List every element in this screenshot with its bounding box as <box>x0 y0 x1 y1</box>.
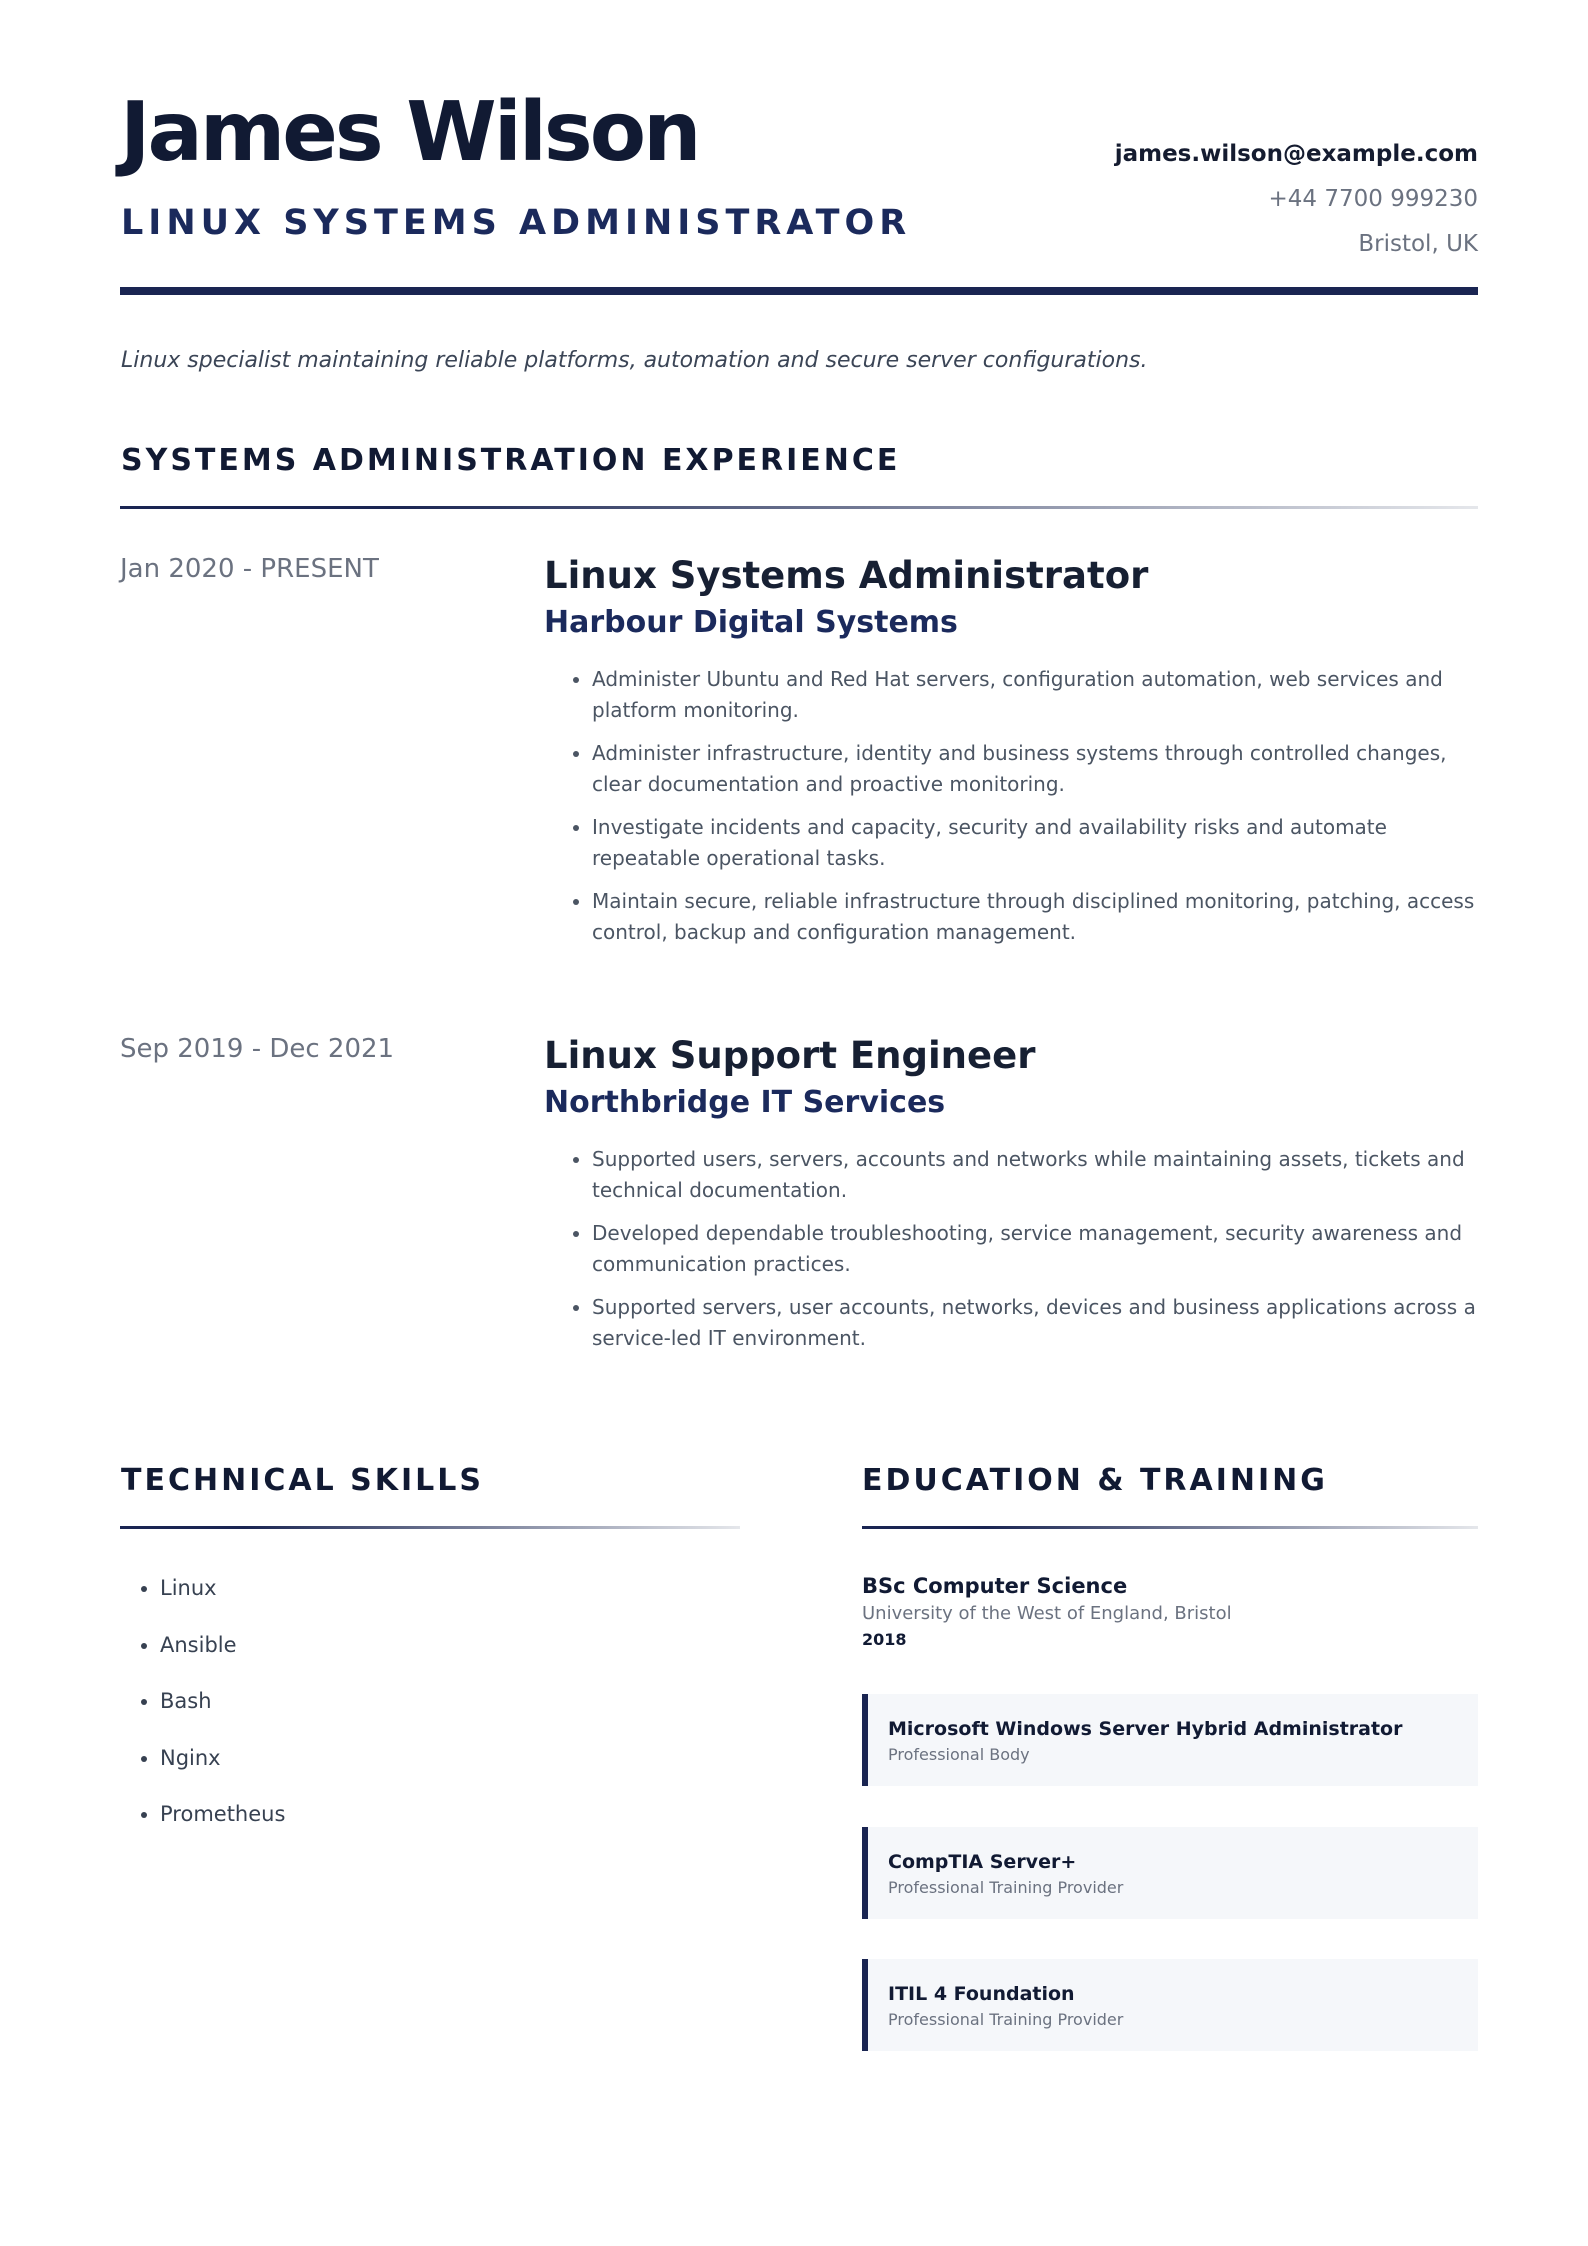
job-bullet: • Developed dependable troubleshooting, service management, security awareness and communication practices. <box>592 1218 1478 1280</box>
skill-item: • Prometheus <box>160 1786 780 1843</box>
job-body <box>544 554 1478 960</box>
job-company: Northbridge IT Services <box>544 1085 946 1121</box>
contact-location: Bristol, UK <box>1358 231 1478 257</box>
skills-list <box>120 1560 780 1843</box>
skills-heading: TECHNICAL SKILLS <box>121 1463 484 1498</box>
job-bullet: • Administer infrastructure, identity and business systems through controlled changes, clear documentation and proactive monitoring. <box>592 738 1478 800</box>
job-bullet: • Maintain secure, reliable infrastructure through disciplined monitoring, patching, access control, backup and configuration management. <box>592 886 1478 948</box>
certification-card <box>862 1959 1478 2051</box>
skill-item: • Bash <box>160 1673 780 1730</box>
job-company: Harbour Digital Systems <box>544 605 958 641</box>
job-title: Linux Systems Administrator <box>544 554 1149 597</box>
certification-provider: Professional Training Provider <box>888 1878 1124 1897</box>
skills-divider <box>120 1526 740 1529</box>
certification-provider: Professional Training Provider <box>888 2010 1124 2029</box>
degree-entry <box>862 1572 1478 1652</box>
job-bullet: • Supported servers, user accounts, networks, devices and business applications across a service-led IT environment. <box>592 1292 1478 1354</box>
profile-summary: Linux specialist maintaining reliable platforms, automation and secure server configurations. <box>121 348 1148 373</box>
job-date: Sep 2019 - Dec 2021 <box>120 1034 395 1064</box>
job-bullet: • Administer Ubuntu and Red Hat servers, configuration automation, web services and platform monitoring. <box>592 664 1478 726</box>
education-heading: EDUCATION & TRAINING <box>862 1463 1328 1498</box>
job-body <box>544 1034 1478 1366</box>
contact-email[interactable]: james.wilson@example.com <box>1114 141 1478 167</box>
certification-title: CompTIA Server+ <box>888 1851 1077 1873</box>
job-bullet: • Supported users, servers, accounts and networks while maintaining assets, tickets and technical documentation. <box>592 1144 1478 1206</box>
education-divider <box>862 1526 1478 1529</box>
degree-institution: University of the West of England, Bristol <box>862 1603 1232 1624</box>
certification-card <box>862 1694 1478 1786</box>
certification-title: ITIL 4 Foundation <box>888 1983 1075 2005</box>
header-divider <box>120 287 1478 295</box>
job-date: Jan 2020 - PRESENT <box>120 554 379 584</box>
job-bullet: • Investigate incidents and capacity, security and availability risks and automate repeatable operational tasks. <box>592 812 1478 874</box>
job-bullets <box>544 664 1478 948</box>
contact-phone: +44 7700 999230 <box>1268 186 1478 212</box>
skill-item: • Nginx <box>160 1730 780 1787</box>
skill-item: • Ansible <box>160 1617 780 1674</box>
skill-item: • Linux <box>160 1560 780 1617</box>
candidate-role: LINUX SYSTEMS ADMINISTRATOR <box>121 203 912 243</box>
certification-title: Microsoft Windows Server Hybrid Administrator <box>888 1718 1403 1740</box>
contact-block <box>1115 132 1478 267</box>
job-bullets <box>544 1144 1478 1354</box>
degree-year: 2018 <box>862 1630 907 1649</box>
candidate-name: James Wilson <box>120 85 699 180</box>
experience-heading: SYSTEMS ADMINISTRATION EXPERIENCE <box>121 443 901 478</box>
certification-card <box>862 1827 1478 1919</box>
certification-provider: Professional Body <box>888 1745 1030 1764</box>
job-title: Linux Support Engineer <box>544 1034 1036 1077</box>
degree-title: BSc Computer Science <box>862 1574 1128 1598</box>
experience-divider <box>120 506 1478 509</box>
